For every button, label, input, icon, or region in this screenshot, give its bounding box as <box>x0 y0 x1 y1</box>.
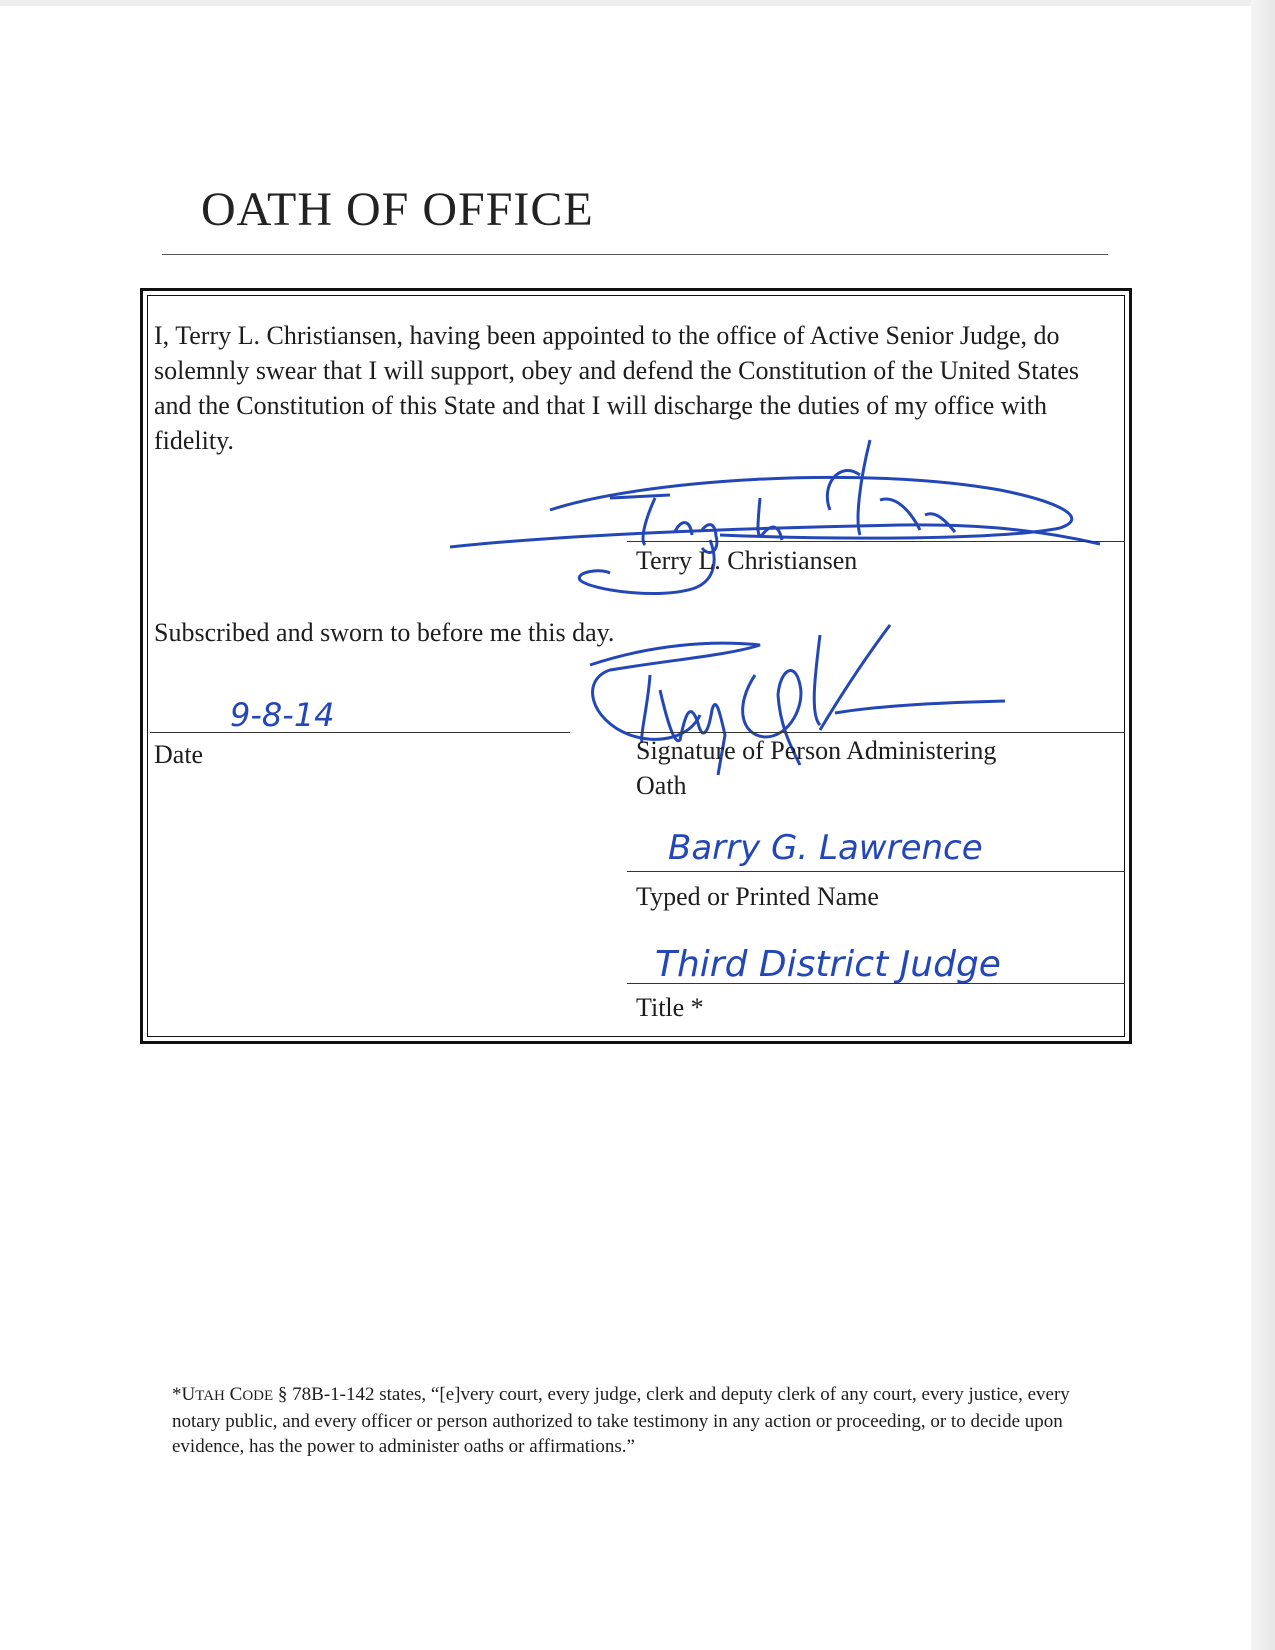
date-handwritten: 9-8-14 <box>230 696 335 734</box>
title-divider <box>162 254 1108 255</box>
footnote-code-rest-2: ODE <box>242 1388 274 1404</box>
page-top-edge <box>0 0 1275 6</box>
printed-name-handwritten: Barry G. Lawrence <box>668 828 983 868</box>
footnote-code-rest-1: TAH <box>195 1388 225 1404</box>
administrator-signature-label: Signature of Person Administering <box>636 736 997 765</box>
title-handwritten: Third District Judge <box>655 944 1001 985</box>
administrator-signature-label-oath: Oath <box>636 771 687 800</box>
title-line <box>627 983 1125 984</box>
administrator-signature-line <box>627 732 1125 733</box>
date-line <box>150 732 570 733</box>
printed-name-label: Typed or Printed Name <box>636 882 879 911</box>
footnote-marker: * <box>172 1384 182 1405</box>
subscribed-statement: Subscribed and sworn to before me this day. <box>154 618 615 647</box>
oath-paragraph: I, Terry L. Christiansen, having been appointed to the office of Active Senior Judge, do solemnly swear that I will support, obey and defend the Constitution of the United States and the Constitution of this State and that I will discharge the duties of my office with fidelity. <box>154 321 1080 455</box>
affiant-signature-line <box>627 541 1125 542</box>
page-right-edge <box>1251 0 1275 1650</box>
affiant-signature <box>440 440 1100 615</box>
date-label: Date <box>154 740 204 769</box>
affiant-name-label: Terry L. Christiansen <box>636 546 858 575</box>
footnote <box>172 1382 1072 1459</box>
printed-name-line <box>627 871 1125 872</box>
title-label: Title * <box>636 993 704 1022</box>
footnote-code-initial-2: C <box>229 1384 243 1405</box>
page-title: OATH OF OFFICE <box>201 183 594 236</box>
footnote-code-initial-1: U <box>181 1384 196 1405</box>
footnote-text: § 78B-1-142 states, “[e]very court, every judge, clerk and deputy clerk of any court, every justice, every notary public, and every officer or person authorized to take testimony in any action or proceeding, or to decide upon evidence, has the power to administer oaths or affirmations.” <box>172 1384 1070 1457</box>
